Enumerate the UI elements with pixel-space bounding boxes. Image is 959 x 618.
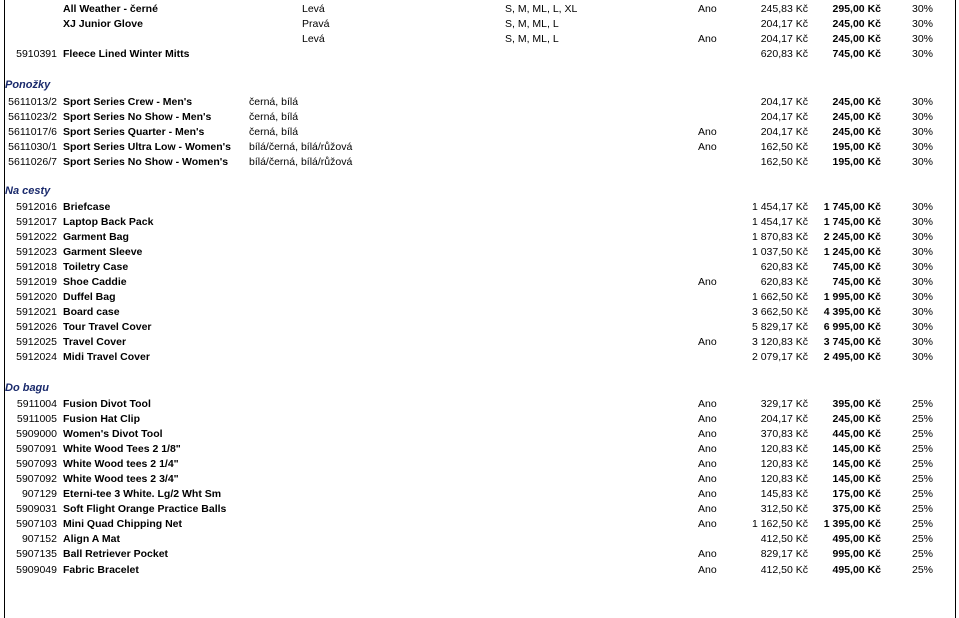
discount: 30% xyxy=(911,201,933,213)
product-name: XJ Junior Glove xyxy=(63,18,143,30)
product-code: 5912018 xyxy=(16,261,57,273)
product-code: 907129 xyxy=(21,488,57,500)
product-name: Garment Bag xyxy=(63,231,129,243)
availability: Ano xyxy=(698,564,717,576)
discount: 30% xyxy=(911,321,933,333)
product-code: 5912022 xyxy=(16,231,57,243)
product-name: Sport Series No Show - Men's xyxy=(63,111,212,123)
table-row xyxy=(0,350,959,365)
product-code: 5611017/6 xyxy=(8,126,57,138)
table-row xyxy=(0,547,959,562)
table-row xyxy=(0,32,959,47)
product-color: černá, bílá xyxy=(249,126,299,138)
product-code: 5611026/7 xyxy=(8,156,57,168)
price-without-vat: 620,83 Kč xyxy=(760,276,808,288)
table-row xyxy=(0,427,959,442)
availability: Ano xyxy=(698,488,717,500)
discount: 30% xyxy=(911,48,933,60)
price-with-vat: 245,00 Kč xyxy=(832,413,881,425)
price-without-vat: 145,83 Kč xyxy=(760,488,808,500)
table-row xyxy=(0,260,959,275)
table-row xyxy=(0,230,959,245)
product-code: 5909031 xyxy=(16,503,57,515)
product-name: Mini Quad Chipping Net xyxy=(63,518,182,530)
availability: Ano xyxy=(698,503,717,515)
product-name: Sport Series Quarter - Men's xyxy=(63,126,205,138)
price-without-vat: 1 454,17 Kč xyxy=(751,216,808,228)
price-with-vat: 745,00 Kč xyxy=(832,48,881,60)
product-name: Eterni-tee 3 White. Lg/2 Wht Sm xyxy=(63,488,222,500)
hand-side: Levá xyxy=(302,3,325,15)
table-row xyxy=(0,140,959,155)
discount: 30% xyxy=(911,216,933,228)
availability: Ano xyxy=(698,141,717,153)
product-name: Travel Cover xyxy=(63,336,127,348)
price-with-vat: 245,00 Kč xyxy=(832,18,881,30)
product-name: All Weather - černé xyxy=(63,3,158,15)
table-row xyxy=(0,320,959,335)
table-row xyxy=(0,472,959,487)
table-row xyxy=(0,457,959,472)
discount: 30% xyxy=(911,111,933,123)
table-row xyxy=(0,442,959,457)
price-with-vat: 495,00 Kč xyxy=(832,564,881,576)
price-without-vat: 162,50 Kč xyxy=(760,141,808,153)
availability: Ano xyxy=(698,276,717,288)
product-code: 5611013/2 xyxy=(8,96,57,108)
price-without-vat: 412,50 Kč xyxy=(760,533,808,545)
price-with-vat: 195,00 Kč xyxy=(832,156,881,168)
price-without-vat: 1 870,83 Kč xyxy=(751,231,808,243)
table-row xyxy=(0,2,959,17)
price-without-vat: 1 162,50 Kč xyxy=(751,518,808,530)
product-name: Shoe Caddie xyxy=(63,276,127,288)
hand-side: Levá xyxy=(302,33,325,45)
product-name: Sport Series Ultra Low - Women's xyxy=(63,141,231,153)
discount: 30% xyxy=(911,291,933,303)
price-without-vat: 1 454,17 Kč xyxy=(751,201,808,213)
product-name: Briefcase xyxy=(63,201,111,213)
product-name: Midi Travel Cover xyxy=(63,351,150,363)
product-color: černá, bílá xyxy=(249,96,299,108)
sizes xyxy=(505,47,685,62)
price-without-vat: 204,17 Kč xyxy=(760,111,808,123)
product-code: 5912025 xyxy=(16,336,57,348)
product-color: bílá/černá, bílá/růžová xyxy=(249,141,353,153)
section-title-ponozky: Ponožky xyxy=(5,79,51,91)
table-row xyxy=(0,125,959,140)
table-row xyxy=(0,532,959,547)
product-name: Laptop Back Pack xyxy=(63,216,154,228)
table-row xyxy=(0,335,959,350)
price-without-vat: 204,17 Kč xyxy=(760,413,808,425)
price-with-vat: 745,00 Kč xyxy=(832,261,881,273)
availability: Ano xyxy=(698,33,717,45)
availability: Ano xyxy=(698,548,717,560)
discount: 25% xyxy=(911,488,933,500)
discount: 30% xyxy=(911,3,933,15)
discount: 25% xyxy=(911,548,933,560)
sizes: S, M, ML, L, XL xyxy=(505,3,578,15)
discount: 30% xyxy=(911,141,933,153)
section-title-na-cesty: Na cesty xyxy=(5,185,51,197)
product-code: 5912024 xyxy=(16,351,57,363)
price-with-vat: 6 995,00 Kč xyxy=(823,321,881,333)
table-row xyxy=(0,517,959,532)
product-name: Duffel Bag xyxy=(63,291,116,303)
product-code: 5611030/1 xyxy=(8,141,57,153)
discount: 30% xyxy=(911,246,933,258)
discount: 30% xyxy=(911,18,933,30)
availability: Ano xyxy=(698,126,717,138)
price-with-vat: 1 395,00 Kč xyxy=(823,518,881,530)
table-row xyxy=(0,397,959,412)
price-without-vat: 5 829,17 Kč xyxy=(751,321,808,333)
discount: 25% xyxy=(911,428,933,440)
price-with-vat: 1 745,00 Kč xyxy=(823,216,881,228)
price-without-vat: 620,83 Kč xyxy=(760,261,808,273)
product-code: 5912016 xyxy=(16,201,57,213)
product-name: Ball Retriever Pocket xyxy=(63,548,169,560)
discount: 30% xyxy=(911,261,933,273)
product-name: Fusion Divot Tool xyxy=(63,398,151,410)
product-color: černá, bílá xyxy=(249,111,299,123)
price-with-vat: 245,00 Kč xyxy=(832,33,881,45)
hand-side xyxy=(302,47,452,62)
product-code: 5909000 xyxy=(16,428,57,440)
product-name: Align A Mat xyxy=(63,533,120,545)
availability: Ano xyxy=(698,458,717,470)
sizes: S, M, ML, L xyxy=(505,33,559,45)
price-with-vat: 245,00 Kč xyxy=(832,126,881,138)
availability: Ano xyxy=(698,398,717,410)
price-without-vat: 204,17 Kč xyxy=(760,96,808,108)
availability: Ano xyxy=(698,518,717,530)
discount: 25% xyxy=(911,503,933,515)
product-code: 5911005 xyxy=(16,413,57,425)
product-name: Women's Divot Tool xyxy=(63,428,163,440)
discount: 30% xyxy=(911,231,933,243)
price-with-vat: 395,00 Kč xyxy=(832,398,881,410)
table-row xyxy=(0,110,959,125)
price-with-vat: 3 745,00 Kč xyxy=(823,336,881,348)
price-without-vat: 1 037,50 Kč xyxy=(751,246,808,258)
price-with-vat: 295,00 Kč xyxy=(832,3,881,15)
price-without-vat: 204,17 Kč xyxy=(760,126,808,138)
price-without-vat: 162,50 Kč xyxy=(760,156,808,168)
product-code: 5907092 xyxy=(16,473,57,485)
price-without-vat: 829,17 Kč xyxy=(760,548,808,560)
product-name: Soft Flight Orange Practice Balls xyxy=(63,503,227,515)
product-code: 5912021 xyxy=(16,306,57,318)
product-code xyxy=(4,2,57,17)
discount: 25% xyxy=(911,533,933,545)
product-code: 5912026 xyxy=(16,321,57,333)
product-code: 5912020 xyxy=(16,291,57,303)
price-with-vat: 2 495,00 Kč xyxy=(823,351,881,363)
price-with-vat: 175,00 Kč xyxy=(832,488,881,500)
table-row xyxy=(0,487,959,502)
price-with-vat: 495,00 Kč xyxy=(832,533,881,545)
price-without-vat: 3 662,50 Kč xyxy=(751,306,808,318)
discount: 25% xyxy=(911,443,933,455)
price-with-vat: 1 995,00 Kč xyxy=(823,291,881,303)
price-without-vat: 204,17 Kč xyxy=(760,18,808,30)
discount: 25% xyxy=(911,413,933,425)
price-with-vat: 375,00 Kč xyxy=(832,503,881,515)
table-row xyxy=(0,155,959,170)
table-row xyxy=(0,245,959,260)
table-row xyxy=(0,95,959,110)
discount: 30% xyxy=(911,156,933,168)
discount: 30% xyxy=(911,96,933,108)
price-with-vat: 745,00 Kč xyxy=(832,276,881,288)
discount: 30% xyxy=(911,126,933,138)
availability: Ano xyxy=(698,473,717,485)
price-without-vat: 204,17 Kč xyxy=(760,33,808,45)
price-with-vat: 145,00 Kč xyxy=(832,443,881,455)
product-code: 5910391 xyxy=(16,48,57,60)
price-with-vat: 445,00 Kč xyxy=(832,428,881,440)
table-row xyxy=(0,305,959,320)
table-row xyxy=(0,47,959,62)
product-name: Fusion Hat Clip xyxy=(63,413,140,425)
section-title-do-bagu: Do bagu xyxy=(5,382,49,394)
product-color: bílá/černá, bílá/růžová xyxy=(249,156,353,168)
product-name: White Wood tees 2 3/4" xyxy=(63,473,179,485)
price-without-vat: 2 079,17 Kč xyxy=(751,351,808,363)
discount: 30% xyxy=(911,276,933,288)
product-name: Fleece Lined Winter Mitts xyxy=(63,48,190,60)
table-row xyxy=(0,215,959,230)
price-with-vat: 1 745,00 Kč xyxy=(823,201,881,213)
price-with-vat: 995,00 Kč xyxy=(832,548,881,560)
discount: 25% xyxy=(911,458,933,470)
product-code: 5611023/2 xyxy=(8,111,57,123)
table-row xyxy=(0,17,959,32)
product-code xyxy=(4,32,57,47)
product-code: 5911004 xyxy=(16,398,57,410)
product-name: White Wood Tees 2 1/8" xyxy=(63,443,181,455)
availability: Ano xyxy=(698,336,717,348)
price-without-vat: 120,83 Kč xyxy=(760,473,808,485)
price-without-vat: 120,83 Kč xyxy=(760,443,808,455)
price-without-vat: 412,50 Kč xyxy=(760,564,808,576)
price-without-vat: 245,83 Kč xyxy=(760,3,808,15)
price-with-vat: 1 245,00 Kč xyxy=(823,246,881,258)
availability: Ano xyxy=(698,3,717,15)
price-without-vat: 329,17 Kč xyxy=(760,398,808,410)
product-code: 5907091 xyxy=(16,443,57,455)
hand-side: Pravá xyxy=(302,18,330,30)
discount: 30% xyxy=(911,33,933,45)
price-without-vat: 620,83 Kč xyxy=(760,48,808,60)
price-without-vat: 1 662,50 Kč xyxy=(751,291,808,303)
price-with-vat: 4 395,00 Kč xyxy=(823,306,881,318)
discount: 30% xyxy=(911,351,933,363)
discount: 25% xyxy=(911,398,933,410)
discount: 25% xyxy=(911,564,933,576)
product-code: 5907103 xyxy=(16,518,57,530)
availability: Ano xyxy=(698,413,717,425)
table-row xyxy=(0,275,959,290)
product-code: 5912023 xyxy=(16,246,57,258)
discount: 25% xyxy=(911,518,933,530)
price-with-vat: 145,00 Kč xyxy=(832,473,881,485)
product-name: White Wood tees 2 1/4" xyxy=(63,458,179,470)
table-row xyxy=(0,502,959,517)
sizes: S, M, ML, L xyxy=(505,18,559,30)
product-name: Tour Travel Cover xyxy=(63,321,152,333)
product-name: Board case xyxy=(63,306,120,318)
product-name: Garment Sleeve xyxy=(63,246,143,258)
availability: Ano xyxy=(698,443,717,455)
price-with-vat: 145,00 Kč xyxy=(832,458,881,470)
table-row xyxy=(0,200,959,215)
table-row xyxy=(0,290,959,305)
price-with-vat: 245,00 Kč xyxy=(832,96,881,108)
table-row xyxy=(0,412,959,427)
table-row xyxy=(0,563,959,578)
product-name: Sport Series No Show - Women's xyxy=(63,156,229,168)
discount: 30% xyxy=(911,336,933,348)
price-with-vat: 195,00 Kč xyxy=(832,141,881,153)
product-name: Sport Series Crew - Men's xyxy=(63,96,193,108)
product-code: 5907135 xyxy=(16,548,57,560)
product-code: 907152 xyxy=(21,533,57,545)
price-without-vat: 370,83 Kč xyxy=(760,428,808,440)
price-without-vat: 3 120,83 Kč xyxy=(751,336,808,348)
price-with-vat: 2 245,00 Kč xyxy=(823,231,881,243)
product-code: 5909049 xyxy=(16,564,57,576)
product-name xyxy=(63,32,253,47)
discount: 25% xyxy=(911,473,933,485)
availability: Ano xyxy=(698,428,717,440)
discount: 30% xyxy=(911,306,933,318)
product-name: Toiletry Case xyxy=(63,261,129,273)
product-name: Fabric Bracelet xyxy=(63,564,139,576)
product-code: 5912019 xyxy=(16,276,57,288)
product-code: 5907093 xyxy=(16,458,57,470)
product-code: 5912017 xyxy=(16,216,57,228)
price-with-vat: 245,00 Kč xyxy=(832,111,881,123)
price-without-vat: 312,50 Kč xyxy=(760,503,808,515)
product-code xyxy=(4,17,57,32)
price-without-vat: 120,83 Kč xyxy=(760,458,808,470)
